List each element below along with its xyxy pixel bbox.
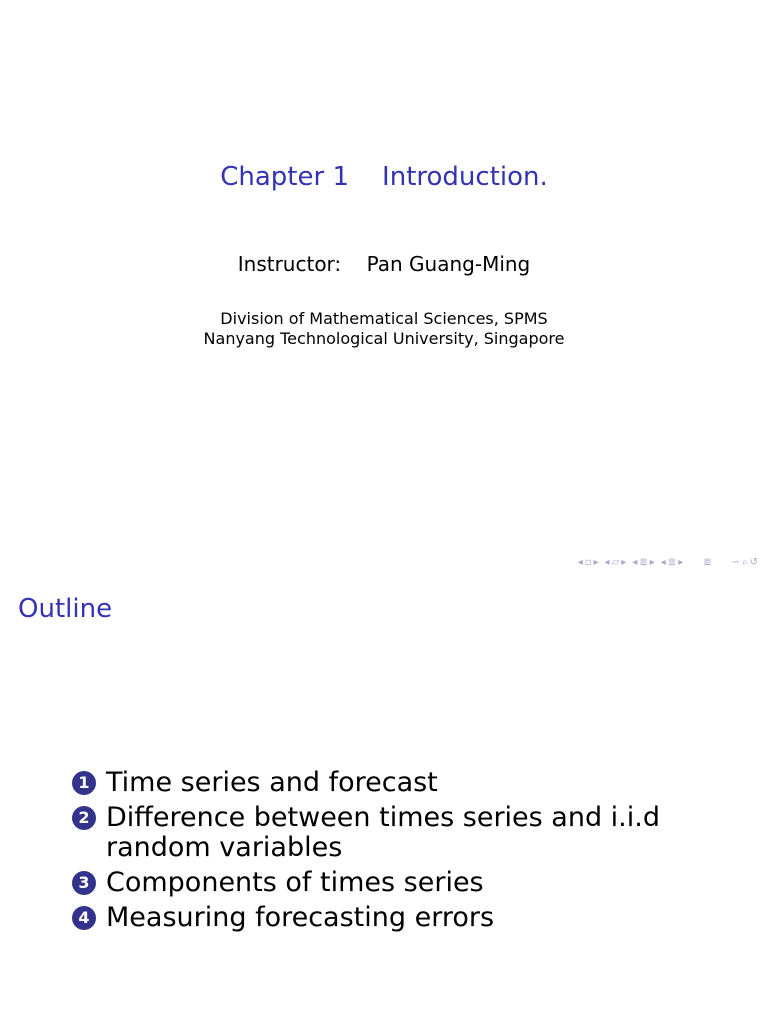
section-nav-group[interactable] bbox=[632, 556, 654, 570]
section-icon[interactable]: ≣ bbox=[639, 557, 648, 568]
enumeration-ball-icon: 3 bbox=[72, 871, 96, 895]
enumeration-ball-icon: 1 bbox=[72, 771, 96, 795]
list-item-text: Measuring forecasting errors bbox=[106, 902, 495, 933]
list-item bbox=[72, 803, 732, 863]
list-item bbox=[72, 903, 732, 933]
enumeration-ball-icon: 4 bbox=[72, 906, 96, 930]
search-icon[interactable]: ⌕ bbox=[742, 557, 748, 568]
frame-title: Outline bbox=[18, 594, 113, 624]
search-back-icon[interactable]: ∽ bbox=[731, 557, 740, 568]
outline-slide bbox=[0, 576, 768, 1024]
back-icon[interactable]: ↺ bbox=[749, 557, 758, 568]
prev-subsection-arrow-icon[interactable]: ◂ bbox=[604, 557, 610, 568]
subsubsection-nav-group[interactable] bbox=[661, 556, 683, 570]
frame-icon[interactable]: ▫ bbox=[584, 557, 592, 568]
subsection-icon[interactable]: ▱ bbox=[611, 557, 620, 568]
instructor-line: Instructor: Pan Guang-Ming bbox=[237, 252, 531, 276]
prev-subsubsection-arrow-icon[interactable]: ◂ bbox=[660, 557, 666, 568]
subsubsection-icon[interactable]: ≣ bbox=[667, 557, 677, 568]
beamer-navigation-bar bbox=[578, 556, 758, 570]
next-subsection-arrow-icon[interactable]: ▸ bbox=[621, 557, 627, 568]
next-frame-arrow-icon[interactable]: ▸ bbox=[593, 557, 599, 568]
frame-nav-group[interactable] bbox=[578, 556, 599, 570]
list-item bbox=[72, 768, 732, 798]
list-item bbox=[72, 868, 732, 898]
affiliation-division: Division of Mathematical Sciences, SPMS bbox=[220, 309, 548, 328]
list-item-text: Time series and forecast bbox=[106, 767, 438, 798]
list-item-text: Difference between times series and i.i.d random variables bbox=[106, 802, 660, 863]
next-subsubsection-arrow-icon[interactable]: ▸ bbox=[678, 557, 684, 568]
enumeration-ball-icon: 2 bbox=[72, 806, 96, 830]
list-item-text: Components of times series bbox=[106, 867, 484, 898]
document-icon[interactable]: ≣ bbox=[703, 557, 712, 568]
outline-list bbox=[72, 768, 732, 938]
slide-title: Chapter 1 Introduction. bbox=[220, 162, 548, 192]
prev-frame-arrow-icon[interactable]: ◂ bbox=[577, 557, 583, 568]
subsection-nav-group[interactable] bbox=[605, 556, 627, 570]
next-section-arrow-icon[interactable]: ▸ bbox=[649, 557, 655, 568]
affiliation-university: Nanyang Technological University, Singapore bbox=[203, 329, 565, 348]
search-nav-group[interactable] bbox=[732, 556, 758, 570]
prev-section-arrow-icon[interactable]: ◂ bbox=[632, 557, 638, 568]
